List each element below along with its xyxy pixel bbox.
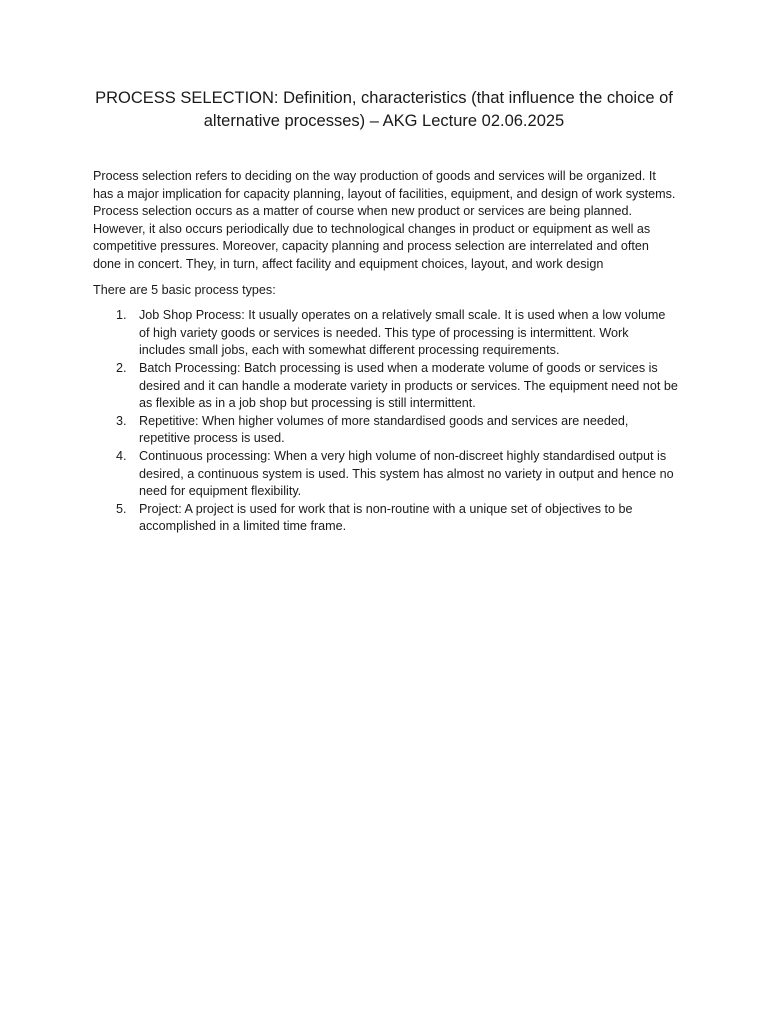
list-item-number: 5.	[116, 501, 127, 516]
list-item	[93, 307, 678, 360]
list-item	[93, 448, 678, 501]
list-item-number: 1.	[116, 308, 127, 323]
process-types-list	[93, 307, 678, 536]
list-item-text: Continuous processing: When a very high volume of non-discreet highly standardised output is desired, a continuous system is used. This system has almost no variety in output and hence no need for equipment flexibility.	[139, 448, 674, 499]
document-title: PROCESS SELECTION: Definition, characteristics (that influence the choice of alternative processes) – AKG Lecture 02.06.2025	[95, 89, 673, 130]
list-item	[93, 413, 678, 448]
list-intro: There are 5 basic process types:	[93, 282, 276, 297]
intro-paragraph: Process selection refers to deciding on the way production of goods and services will be organized. It has a major implication for capacity planning, layout of facilities, equipment, and design of work systems. Process selection occurs as a matter of course when new product or services are being planned. However, it also occurs periodically due to technological changes in product or equipment as well as competitive pressures. Moreover, capacity planning and process selection are interrelated and often done in concert. They, in turn, affect facility and equipment choices, layout, and work design	[93, 169, 676, 271]
list-item-text: Batch Processing: Batch processing is used when a moderate volume of goods or services is desired and it can handle a moderate variety in products or services. The equipment need not be as flexible as in a job shop but processing is still intermittent.	[139, 360, 678, 411]
list-item-number: 2.	[116, 360, 127, 375]
list-item-text: Repetitive: When higher volumes of more standardised goods and services are needed, repetitive process is used.	[139, 413, 629, 446]
list-item-text: Project: A project is used for work that is non-routine with a unique set of objectives to be accomplished in a limited time frame.	[139, 501, 633, 534]
list-item	[93, 501, 678, 536]
document-body	[93, 168, 678, 536]
list-item-number: 4.	[116, 448, 127, 463]
list-item-number: 3.	[116, 413, 127, 428]
list-item-text: Job Shop Process: It usually operates on a relatively small scale. It is used when a low volume of high variety goods or services is needed. This type of processing is intermittent. Work includes small jobs, each with somewhat different processing requirements.	[139, 308, 666, 358]
list-item	[93, 360, 678, 413]
